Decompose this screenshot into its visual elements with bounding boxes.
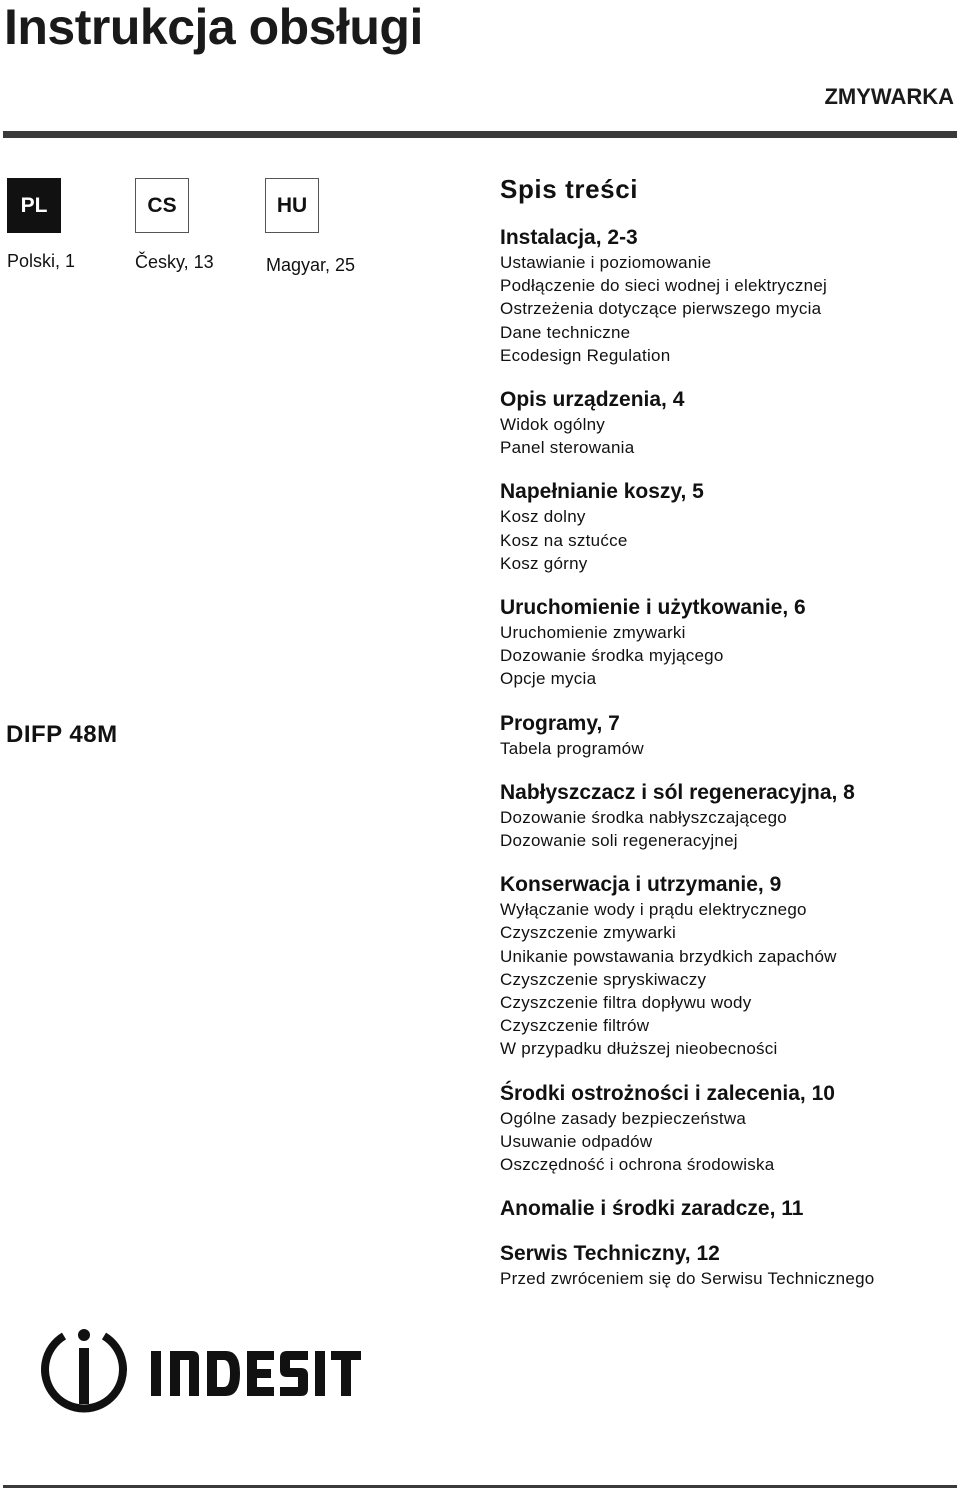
language-label-cs[interactable]: Česky, 13 [135,252,214,272]
toc-item[interactable]: Ustawianie i poziomowanie [500,253,712,272]
toc-section [500,1197,950,1221]
table-of-contents [500,172,950,1311]
toc-item[interactable]: Ecodesign Regulation [500,345,671,365]
toc-item[interactable]: W przypadku dłuższej nieobecności [500,1039,778,1059]
toc-section-title[interactable]: Instalacja, 2-3 [500,226,638,249]
manual-title: Instrukcja obsługi [4,0,423,55]
toc-section [500,1082,950,1177]
toc-item[interactable]: Czyszczenie filtrów [500,1016,650,1036]
toc-item[interactable]: Unikanie powstawania brzydkich zapachów [500,946,837,966]
language-label-hu[interactable]: Magyar, 25 [266,255,356,275]
toc-item[interactable]: Uruchomienie zmywarki [500,623,686,643]
toc-section [500,388,950,459]
language-tab-cs[interactable]: CS [135,178,189,233]
header-divider [3,131,957,138]
toc-item[interactable]: Dozowanie środka nabłyszczającego [500,807,788,827]
toc-section [500,596,950,691]
toc-section [500,1242,950,1290]
toc-item[interactable]: Panel sterowania [500,438,635,458]
toc-item[interactable]: Czyszczenie spryskiwaczy [500,969,707,989]
toc-section-title[interactable]: Serwis Techniczny, 12 [500,1242,720,1266]
toc-section-title[interactable]: Konserwacja i utrzymanie, 9 [500,873,782,897]
toc-section-title[interactable]: Nabłyszczacz i sól regeneracyjna, 8 [500,780,855,804]
toc-item[interactable]: Czyszczenie zmywarki [500,923,676,943]
model-number: DIFP 48M [6,721,118,748]
toc-item[interactable]: Przed zwróceniem się do Serwisu Technicznego [500,1269,875,1289]
toc-section-title[interactable]: Opis urządzenia, 4 [500,388,685,412]
language-tab-hu[interactable]: HU [265,178,319,233]
product-type: ZMYWARKA [824,84,954,109]
toc-item[interactable]: Opcje mycia [500,669,597,689]
toc-item[interactable]: Kosz górny [500,553,588,573]
toc-section [500,781,950,852]
toc-item[interactable]: Wyłączanie wody i prądu elektrycznego [500,900,807,920]
toc-item[interactable]: Kosz na sztućce [500,530,628,550]
toc-section [500,226,950,367]
toc-section-title[interactable]: Napełnianie koszy, 5 [500,480,704,504]
toc-item[interactable]: Dane techniczne [500,322,631,342]
toc-item[interactable]: Tabela programów [500,738,644,758]
toc-item[interactable]: Dozowanie środka myjącego [500,646,724,666]
toc-item[interactable]: Dozowanie soli regeneracyjnej [500,831,738,851]
footer-divider [3,1485,957,1488]
toc-item[interactable]: Czyszczenie filtra dopływu wody [500,993,752,1013]
language-label-pl[interactable]: Polski, 1 [7,251,76,271]
toc-heading: Spis treści [500,174,639,204]
toc-item[interactable]: Widok ogólny [500,415,606,435]
toc-section [500,712,950,760]
toc-item[interactable]: Podłączenie do sieci wodnej i elektrycznej [500,276,828,296]
indesit-i-logo-icon [45,1329,123,1408]
toc-section-title[interactable]: Anomalie i środki zaradcze, 11 [500,1197,804,1221]
toc-item[interactable]: Ogólne zasady bezpieczeństwa [500,1108,747,1128]
toc-section [500,480,950,575]
language-tab-pl[interactable]: PL [7,178,61,233]
toc-section-title[interactable]: Środki ostrożności i zalecenia, 10 [500,1081,835,1105]
toc-item[interactable]: Usuwanie odpadów [500,1131,653,1151]
brand-wordmark [151,1351,361,1396]
toc-item[interactable]: Ostrzeżenia dotyczące pierwszego mycia [500,299,822,319]
toc-item[interactable]: Kosz dolny [500,507,586,527]
toc-item[interactable]: Oszczędność i ochrona środowiska [500,1155,775,1175]
toc-section-title[interactable]: Programy, 7 [500,711,620,735]
toc-sections [500,226,950,1290]
toc-section [500,873,950,1060]
indesit-logo [36,1326,366,1418]
toc-section-title[interactable]: Uruchomienie i użytkowanie, 6 [500,596,806,620]
